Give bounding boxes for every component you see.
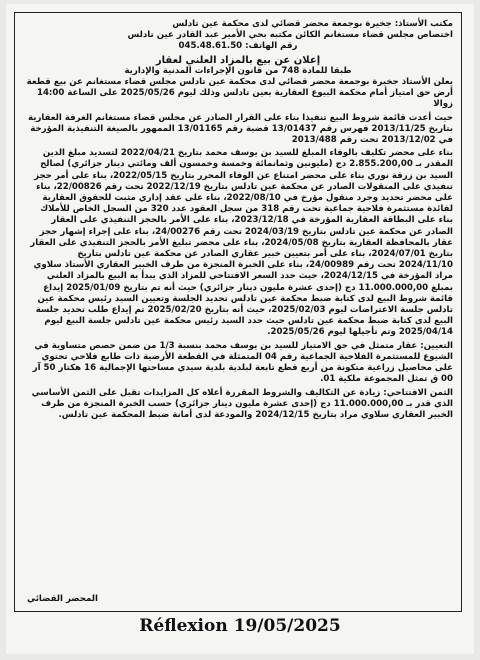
paragraph-procedure: بناء على محضر تكليف بالوفاء المبلغ للسيد بن يوسف محمد بتاريخ 2022/04/21 لتسديد مبلغ الدين المقدر بـ 2.855.200,00 دج (مليونين وثمانمائة وخمسة وخمسون ألف ومائتي دينار جزائري) لصالح السيد بن زرقة نوري بناء على محضر امتناع عن الوفاء المحرر بتاريخ 2022/05/15، بناء على أمر حجز تنفيذي على المنقولات الصادر عن محكمة عين تادلس بتاريخ 2022/12/19 تحت رقم 22/00826، بناء على محضر تحديد وجرد منقول مؤرخ في 2022/08/10، بناء على عقد إداري مثبت للحقوق العقارية لفائدة مستثمرة فلاحية جماعية تحت رقم 318 من سجل العقود عدد 320 من السجل الخاص للأملاك بناء على البطاقة العقارية المؤرخة في 2023/12/18، بناء على الأمر بالحجز التنفيذي على العقار الصادر عن محكمة عين تادلس بتاريخ 2024/03/19 تحت رقم 24/00276، بناء على إجراء إشهار حجز عقار بالمحافظة العقارية بتاريخ 2024/05/08، بناء على محضر تبليغ الأمر بالحجز التنفيذي على العقار بتاريخ 2024/07/01، بناء على أمر بتعيين خبير عقاري الصادر عن محكمة عين تادلس بتاريخ 2024/11/10 تحت رقم 24/00989، بناء على الخبرة المنجزة من طرف الخبير العقاري الأستاذ سلاوي مراد المؤرخة في 2024/12/15، حيث حدد السعر الافتتاحي للمزاد الذي يبدأ به البيع بالمزاد العلني بمبلغ 11.000.000,00 دج (إحدى عشرة مليون دينار جزائري) حيث أنه تم بتاريخ 2025/01/09 إيداع قائمة شروط البيع لدى كتابة ضبط محكمة عين تادلس تحديد الجلسة وتعيين السيد رئيس محكمة عين تادلس جلسة الاعتراضات ليوم 2025/02/03، حيث أنه بتاريخ 2025/02/20 تم إيداع طلب تحديد جلسة البيع لدى كتابة ضبط محكمة عين تادلس حيث حدد السيد رئيس محكمة عين تادلس جلسة البيع ليوم 2025/04/14 وتم تأجيلها ليوم 2025/05/26. bbox=[30, 148, 453, 338]
legal-notice bbox=[14, 12, 462, 612]
paragraph-opening-price: الثمن الافتتاحي: زيادة عن التكاليف والشروط المقررة أعلاه كل المزايدات تقبل على الثمن الأساسي الذي قدر بـ 11.000.000,00 دج (إحدى عشرة مليون دينار جزائري) حسب الخبرة المنجزة من طرف الخبير العقاري سلاوي مراد بتاريخ 2024/12/15 والمودعة لدى أمانة ضبط المحكمة عين تادلس. bbox=[31, 387, 453, 420]
header-phone: رقم الهاتف: 045.48.61.50 bbox=[178, 41, 298, 52]
header-office: مكتب الأستاذ: جخيرة بوجمعة محضر قضائي لدى محكمة عين تادلس bbox=[172, 19, 453, 29]
newspaper-footer: Réflexion 19/05/2025 bbox=[139, 616, 341, 636]
paragraph-conditions: حيث أعدت قائمة شروط البيع تنفيذا بناء على القرار الصادر عن مجلس قضاء مستغانم الغرفة العقارية بتاريخ 2013/11/25 فهرس رقم 13/01437 قضية رقم 13/01165 الممهور بالصيغة التنفيذية المؤرخة في 2013/12/02 تحت رقم 2013/488 bbox=[28, 112, 453, 146]
paragraph-designation: التعيين: عقار متمثل في حق الامتياز للسيد بن يوسف محمد بنسبة 1/3 من ضمن حصص متساوية في الشيوع للمستثمرة الفلاحية الجماعية رقم 04 المتمثلة في القطعة الأرضية ذات طابع فلاحي تحتوي على محاصيل زراعية متكونة من أربع قطع تابعة لبلدية بلدية سيدي مساحتها الإجمالية 16 هكتار 50 آر 00 ق تمثل المجموعة ملكية 01. bbox=[32, 340, 453, 385]
bailiff-signature: المحضر القضائي bbox=[27, 593, 98, 604]
notice-title: إعلان عن بيع بالمزاد العلني لعقار bbox=[155, 54, 321, 66]
header-jurisdiction: اختصاص مجلس قضاء مستغانم الكائن مكتبه بحي الأمير عبد القادر عين تادلس bbox=[127, 30, 453, 41]
notice-header bbox=[23, 19, 453, 53]
paragraph-announcement: يعلن الأستاذ جخيرة بوجمعة محضر قضائي لدى محكمة عين تادلس مجلس قضاء مستغانم عن بيع قطعة أرض حق امتياز أمام محكمة البيوع العقارية بعين تادلس وذلك ليوم 2025/05/26 على الساعة 14:00 زوالا bbox=[26, 77, 453, 110]
newspaper-page bbox=[6, 4, 474, 654]
legal-basis: طبقا للمادة 748 من قانون الإجراءات المدنية والإدارية bbox=[124, 65, 352, 76]
